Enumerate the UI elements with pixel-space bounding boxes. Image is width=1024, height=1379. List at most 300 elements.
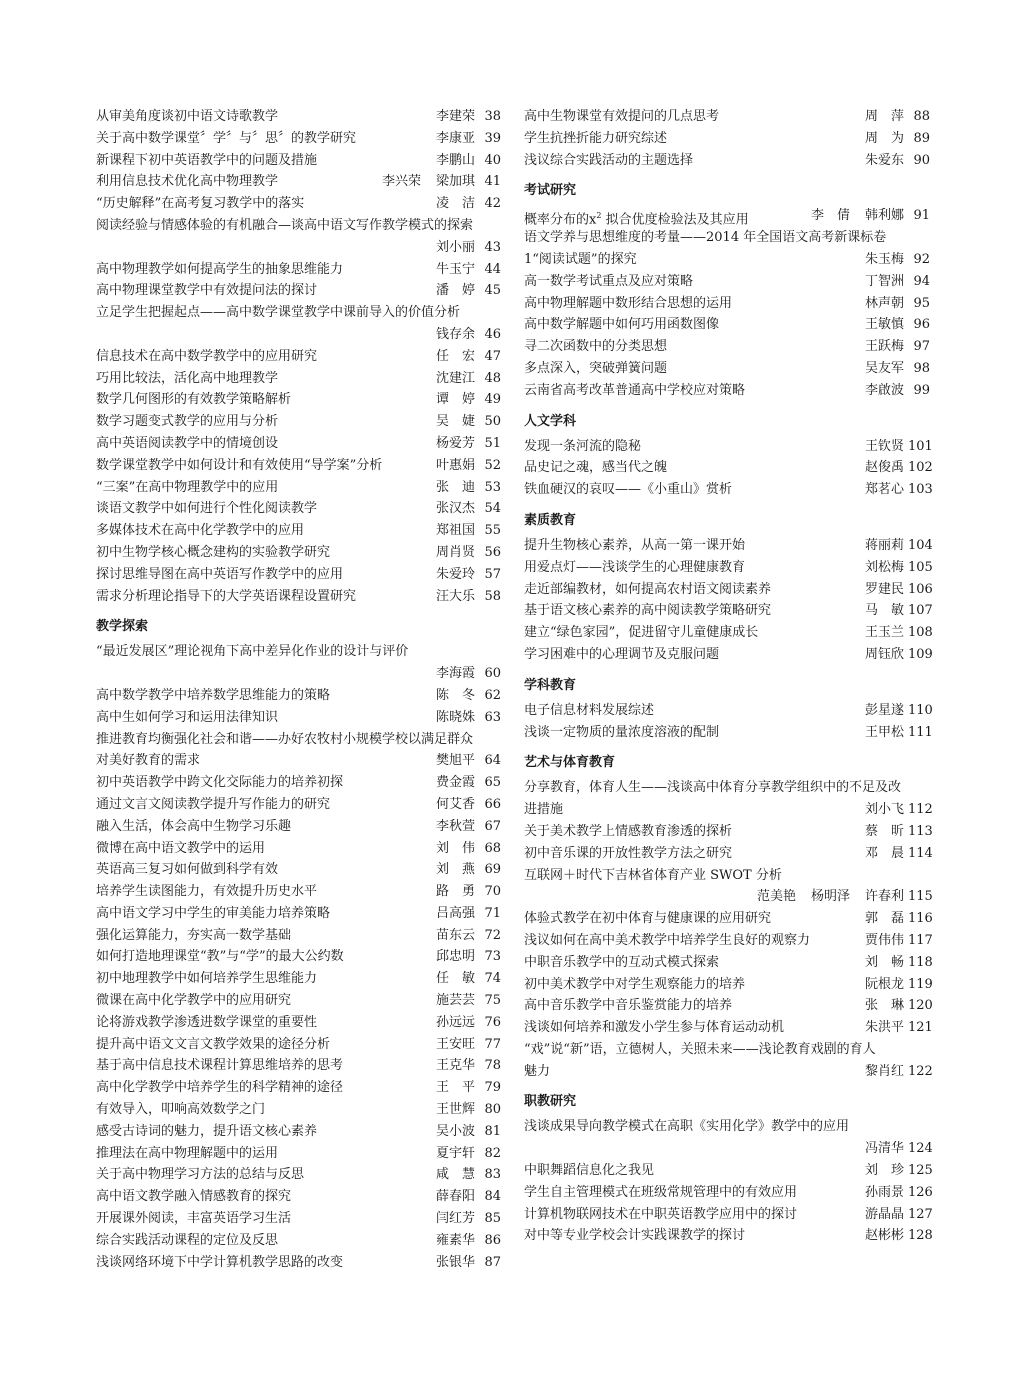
toc-entry [524,1116,930,1138]
entry-title: 云南省高考改革普通高中学校应对策略 [524,382,746,398]
entry-title: 浅谈网络环境下中学计算机教学思路的改变 [96,1254,344,1270]
entry-title: 浅谈成果导向教学模式在高职《实用化学》教学中的应用 [524,1119,850,1135]
entry-author: 施芸芸 [435,993,475,1009]
toc-entry [96,586,501,608]
toc-entry [96,128,501,150]
toc-entry [524,722,933,744]
toc-entry [96,1012,501,1034]
entry-title: 高中数学解题中如何巧用函数图像 [524,317,720,333]
toc-entry [524,1039,930,1061]
entry-page: 94 [913,273,930,289]
entry-title: 英语高三复习如何做到科学有效 [96,862,279,878]
entry-author: 任 宏 [435,348,475,364]
toc-entry [524,457,933,479]
toc-entry [96,455,501,477]
toc-entry [524,908,933,930]
entry-author: 何艾香 [435,796,475,812]
entry-author: 牛玉宁 [435,261,475,277]
toc-entry [524,535,933,557]
entry-title: 高中音乐教学中音乐鉴赏能力的培养 [524,998,733,1014]
entry-page: 71 [484,905,501,921]
entry-page: 62 [484,687,501,703]
entry-author: 闫红芳 [435,1211,475,1227]
toc-entry [96,838,501,860]
entry-author: 叶惠娟 [435,457,475,473]
entry-title: 利用信息技术优化高中物理教学 [96,174,279,190]
toc-entry [524,106,930,128]
entry-page: 108 [908,625,933,641]
entry-author: 咸 慧 [435,1167,475,1183]
entry-page: 122 [908,1063,933,1079]
toc-entry [524,1017,933,1039]
entry-page: 48 [484,370,501,386]
entry-author: 王玉兰 [864,625,904,641]
entry-page: 95 [913,295,930,311]
toc-entry [524,700,933,722]
section-heading: 人文学科 [524,413,577,429]
entry-author: 罗建民 [864,581,904,597]
toc-entry [524,150,930,172]
entry-page: 107 [908,603,933,619]
toc-entry [96,106,501,128]
entry-author: 黎肖红 [864,1063,904,1079]
entry-page: 127 [908,1206,933,1222]
entry-title: 初中地理教学中如何培养学生思维能力 [96,971,318,987]
entry-author: 刘 伟 [435,840,475,856]
entry-author: 许春利 [864,889,904,905]
toc-entry [96,685,501,707]
toc-entry [524,1225,933,1247]
entry-title: 寻二次函数中的分类思想 [524,339,668,355]
entry-author: 刘小丽 [435,239,475,255]
entry-page: 102 [908,460,933,476]
toc-entry [96,1055,501,1077]
entry-title: 用爱点灯——浅谈学生的心理健康教育 [524,559,746,575]
toc-entry [524,314,930,336]
entry-page: 81 [484,1123,501,1139]
entry-author: 李建荣 [435,109,475,124]
entry-page: 89 [913,130,930,146]
toc-entry [96,794,501,816]
entry-page: 118 [908,954,933,970]
entry-page: 86 [484,1232,501,1248]
entry-page: 77 [484,1036,501,1052]
toc-entry [524,579,933,601]
toc-entry [96,389,501,411]
entry-title: “历史解释”在高考复习教学中的落实 [96,196,305,212]
section-heading: 考试研究 [524,183,577,199]
entry-page: 49 [484,392,501,408]
entry-title: 铁血硬汉的哀叹——《小重山》赏析 [524,482,733,498]
toc-entry [96,707,501,729]
toc-entry [524,952,933,974]
entry-author: 邱忠明 [435,949,475,965]
entry-title: 1“阅读试题”的探究 [524,251,637,267]
entry-title: 关于高中数学课堂〞学〞与〞思〞的教学研究 [96,130,357,146]
toc-entry [96,171,501,193]
entry-author: 张 迪 [435,479,475,495]
entry-title: 中职舞蹈信息化之我见 [524,1163,655,1179]
section-heading: 学科教育 [524,677,577,693]
entry-author: 丁智洲 [864,273,904,289]
entry-author: 王 平 [435,1080,475,1096]
entry-title: 对中等专业学校会计实践课教学的探讨 [524,1228,746,1244]
entry-title: 有效导入，叩响高效数学之门 [96,1102,266,1118]
toc-entry [524,821,933,843]
entry-title: 初中音乐课的开放性教学方法之研究 [524,845,733,861]
entry-title: 高中化学教学中培养学生的科学精神的途径 [96,1080,344,1096]
entry-author: 周肖贤 [435,544,475,560]
entry-page: 120 [908,998,933,1014]
entry-page: 68 [484,840,501,856]
entry-author: 谭 婷 [435,392,475,408]
toc-entry [96,520,501,542]
entry-page: 101 [908,438,933,454]
toc-entry [96,542,501,564]
entry-author: 赵俊禹 [864,460,904,476]
entry-page: 111 [908,724,933,740]
toc-entry [96,772,501,794]
entry-page: 115 [908,889,933,905]
entry-page: 104 [908,537,933,553]
entry-author: 李秋萱 [435,818,475,834]
toc-entry [524,777,930,799]
entry-title: 立足学生把握起点——高中数学课堂教学中课前导入的价值分析 [96,305,461,321]
toc-entry [524,479,933,501]
entry-title: 对美好教育的需求 [96,753,201,769]
entry-title: 通过文言文阅读教学提升写作能力的研究 [96,796,331,812]
toc-entry [96,280,501,302]
entry-page: 83 [484,1167,501,1183]
entry-page: 125 [908,1163,933,1179]
toc-entry [524,380,930,402]
entry-author: 张银华 [435,1254,475,1270]
entry-author: 蔡 昕 [864,823,904,839]
entry-page: 56 [484,544,501,560]
entry-author: 彭星遂 [864,702,904,718]
entry-author: 王跃梅 [864,339,904,355]
toc-entry [524,799,933,821]
entry-author: 吴小波 [435,1123,475,1139]
entry-page: 113 [908,823,933,839]
entry-author: 汪大乐 [435,588,475,604]
entry-page: 80 [484,1102,501,1118]
entry-title: 语文学养与思想维度的考量——2014 年全国语文高考新课标卷 [524,230,887,246]
entry-page: 66 [484,796,501,812]
entry-author: 张汉杰 [435,501,475,517]
entry-page: 98 [913,360,930,376]
entry-page: 121 [908,1020,933,1036]
toc-entry [96,411,501,433]
entry-title: 强化运算能力，夯实高一数学基础 [96,927,292,943]
entry-page: 60 [484,666,501,682]
entry-author: 任 敏 [435,971,475,987]
toc-entry [524,271,930,293]
entry-page: 72 [484,927,501,943]
section-heading: 职教研究 [524,1094,577,1110]
entry-title: 多媒体技术在高中化学教学中的应用 [96,523,305,539]
entry-title: 微博在高中语文教学中的运用 [96,840,266,856]
entry-page: 63 [484,709,501,725]
section-heading: 素质教育 [524,512,577,528]
entry-author: 王敏慎 [864,317,904,333]
entry-page: 51 [484,435,501,451]
toc-entry [96,302,501,324]
entry-title: 计算机物联网技术在中职英语教学应用中的探讨 [524,1206,798,1222]
entry-page: 40 [484,152,501,168]
entry-title: 初中英语教学中跨文化交际能力的培养初探 [96,775,344,791]
toc-entry [96,903,501,925]
entry-page: 128 [908,1228,933,1244]
entry-title: 数学几何图形的有效教学策略解析 [96,392,292,408]
entry-author: 朱爱东 [864,152,904,168]
entry-author: 陈 冬 [435,687,475,703]
entry-page: 105 [908,559,933,575]
toc-entry [524,622,933,644]
toc-entry [96,1252,501,1274]
entry-title: 电子信息材料发展综述 [524,702,655,718]
entry-author: 韩利娜 [864,208,904,224]
toc-entry [96,193,501,215]
toc-entry [96,729,501,751]
entry-title: 高一数学考试重点及应对策略 [524,273,694,289]
entry-title: 探讨思维导图在高中英语写作教学中的应用 [96,566,344,582]
toc-entry [96,641,501,663]
entry-author: 郭 磊 [864,911,904,927]
toc-entry [96,150,501,172]
entry-coauthor: 李兴荣 [381,174,421,190]
entry-page: 43 [484,239,501,255]
toc-entry [96,663,501,685]
entry-author: 吕高强 [435,905,475,921]
entry-title: 分享教育，体育人生——浅谈高中体育分享教学组织中的不足及改 [524,780,902,796]
entry-title: 阅读经验与情感体验的有机融合—谈高中语文写作教学模式的探索 [96,217,474,233]
entry-title: 浅议综合实践活动的主题选择 [524,152,694,168]
toc-entry [96,816,501,838]
entry-page: 97 [913,339,930,355]
entry-author: 路 勇 [435,884,475,900]
entry-author: 钱存余 [435,326,475,342]
toc-entry [524,600,933,622]
toc-entry [524,128,930,150]
entry-author: 李鹏山 [435,152,475,168]
toc-entry [96,259,501,281]
entry-title: 论将游戏教学渗透进数学课堂的重要性 [96,1014,318,1030]
entry-title: 关于美术教学上情感教育渗透的探析 [524,823,733,839]
entry-author: 周 为 [864,130,904,146]
entry-title: 浅议如何在高中美术教学中培养学生良好的观察力 [524,932,811,948]
toc-entry [524,205,930,227]
entry-author: 蒋丽莉 [864,537,904,553]
entry-page: 110 [908,702,933,718]
entry-page: 39 [484,130,501,146]
toc-entry [524,227,930,249]
entry-coauthor: 李 倩 [810,208,850,224]
entry-author: 陈晓姝 [435,709,475,725]
entry-author: 郑茗心 [864,482,904,498]
toc-entry [524,358,930,380]
entry-author: 凌 洁 [435,196,475,212]
entry-title: 微课在高中化学教学中的应用研究 [96,993,292,1009]
entry-author: 薛春阳 [435,1189,475,1205]
toc-entry [524,293,930,315]
entry-title: 高中生物课堂有效提问的几点思考 [524,109,720,124]
section-heading: 艺术与体育教育 [524,755,616,771]
toc-entry [524,930,933,952]
entry-title: 高中数学教学中培养数学思维能力的策略 [96,687,331,703]
entry-page: 53 [484,479,501,495]
entry-author: 苗东云 [435,927,475,943]
entry-title: 体验式教学在初中体育与健康课的应用研究 [524,911,772,927]
entry-author: 樊旭平 [435,753,475,769]
entry-title: 从审美角度谈初中语文诗歌教学 [96,109,279,124]
entry-page: 67 [484,818,501,834]
entry-author: 李康亚 [435,130,475,146]
entry-title: 浅谈如何培养和激发小学生参与体育运动动机 [524,1020,785,1036]
entry-title: 学生抗挫折能力研究综述 [524,130,668,146]
entry-title: 谈语文教学中如何进行个性化阅读教学 [96,501,318,517]
entry-title: 提升生物核心素养，从高一第一课开始 [524,537,746,553]
toc-entry [96,1164,501,1186]
entry-page: 78 [484,1058,501,1074]
entry-page: 76 [484,1014,501,1030]
toc-entry [524,843,933,865]
entry-title: 培养学生读图能力，有效提升历史水平 [96,884,318,900]
entry-page: 46 [484,326,501,342]
entry-title: 感受古诗词的魅力，提升语文核心素养 [96,1123,318,1139]
entry-title: 基于语文核心素养的高中阅读教学策略研究 [524,603,772,619]
entry-title: 走近部编教材，如何提高农村语文阅读素养 [524,581,772,597]
entry-page: 96 [913,317,930,333]
entry-page: 45 [484,283,501,299]
entry-page: 85 [484,1211,501,1227]
entry-page: 103 [908,482,933,498]
toc-entry [96,968,501,990]
entry-title: 数学习题变式教学的应用与分析 [96,414,279,430]
entry-title: 学习困难中的心理调节及克服问题 [524,646,720,662]
toc-entry [96,1034,501,1056]
entry-page: 64 [484,753,501,769]
entry-coauthor: 杨明泽 [810,889,850,905]
entry-page: 74 [484,971,501,987]
entry-page: 117 [908,932,933,948]
entry-title: 高中物理教学如何提高学生的抽象思维能力 [96,261,344,277]
section-heading: 教学探索 [96,619,149,635]
entry-title: 推进教育均衡强化社会和谐——办好农牧村小规模学校以满足群众 [96,731,474,747]
toc-entry [524,557,933,579]
toc-entry [96,1208,501,1230]
entry-author: 刘小飞 [864,802,904,818]
entry-title: 互联网＋时代下吉林省体育产业 SWOT 分析 [524,867,782,883]
entry-page: 58 [484,588,501,604]
entry-title: 需求分析理论指导下的大学英语课程设置研究 [96,588,357,604]
entry-title: 高中语文学习中学生的审美能力培养策略 [96,905,331,921]
entry-author: 赵彬彬 [864,1228,904,1244]
entry-title: “最近发展区”理论视角下高中差异化作业的设计与评价 [96,644,409,660]
entry-title: 高中物理课堂教学中有效提问法的探讨 [96,283,318,299]
entry-page: 99 [913,382,930,398]
entry-author: 吴友军 [864,360,904,376]
entry-author: 刘 畅 [864,954,904,970]
entry-title: 多点深入，突破弹簧问题 [524,360,668,376]
toc-entry [524,336,930,358]
entry-title: 建立“绿色家园”，促进留守儿童健康成长 [524,625,759,641]
entry-page: 126 [908,1184,933,1200]
entry-title: 品史记之魂，感当代之魄 [524,460,668,476]
toc-entry [96,750,501,772]
entry-page: 114 [908,845,933,861]
entry-author: 李啟波 [864,382,904,398]
entry-author: 王甲松 [864,724,904,740]
entry-title: 高中英语阅读教学中的情境创设 [96,435,279,451]
entry-page: 75 [484,993,501,1009]
toc-left-column [96,106,501,1273]
entry-page: 52 [484,457,501,473]
entry-page: 65 [484,775,501,791]
entry-page: 79 [484,1080,501,1096]
entry-page: 38 [484,109,501,124]
toc-entry [96,859,501,881]
entry-author: 王钦贤 [864,438,904,454]
entry-title: 数学课堂教学中如何设计和有效使用“导学案”分析 [96,457,383,473]
entry-page: 41 [484,174,501,190]
entry-author: 潘 婷 [435,283,475,299]
entry-page: 109 [908,646,933,662]
entry-page: 82 [484,1145,501,1161]
toc-entry [96,881,501,903]
entry-author: 马 敏 [864,603,904,619]
entry-title: 开展课外阅读，丰富英语学习生活 [96,1211,292,1227]
entry-author: 费金霞 [435,775,475,791]
entry-page: 119 [908,976,933,992]
toc-entry [524,1061,933,1083]
entry-author: 王世辉 [435,1102,475,1118]
entry-author: 周 萍 [864,109,904,124]
entry-page: 70 [484,884,501,900]
toc-entry [96,324,501,346]
entry-page: 116 [908,911,933,927]
toc-entry [96,498,501,520]
toc-entry [96,237,501,259]
entry-title: 发现一条河流的隐秘 [524,438,642,454]
entry-page: 91 [913,208,930,224]
entry-author: 游晶晶 [864,1206,904,1222]
toc-entry [524,1204,933,1226]
entry-title: 推理法在高中物理解题中的运用 [96,1145,279,1161]
entry-author: 王安旺 [435,1036,475,1052]
entry-author: 贾伟伟 [864,932,904,948]
entry-title: 综合实践活动课程的定位及反思 [96,1232,279,1248]
entry-title: 关于高中物理学习方法的总结与反思 [96,1167,305,1183]
entry-title: 中职音乐教学中的互动式模式探索 [524,954,720,970]
toc-entry [96,925,501,947]
toc-entry [524,249,930,271]
entry-author: 刘 珍 [864,1163,904,1179]
toc-entry [96,433,501,455]
toc-entry [96,1186,501,1208]
entry-page: 55 [484,523,501,539]
entry-author: 冯清华 [864,1141,904,1157]
toc-entry [524,995,933,1017]
entry-author: 李海霞 [435,666,475,682]
toc-entry [524,865,930,887]
toc-entry [96,1099,501,1121]
toc-entry [96,346,501,368]
entry-author: 沈建江 [435,370,475,386]
entry-author: 朱爱玲 [435,566,475,582]
entry-page: 50 [484,414,501,430]
entry-author: 林声朝 [864,295,904,311]
